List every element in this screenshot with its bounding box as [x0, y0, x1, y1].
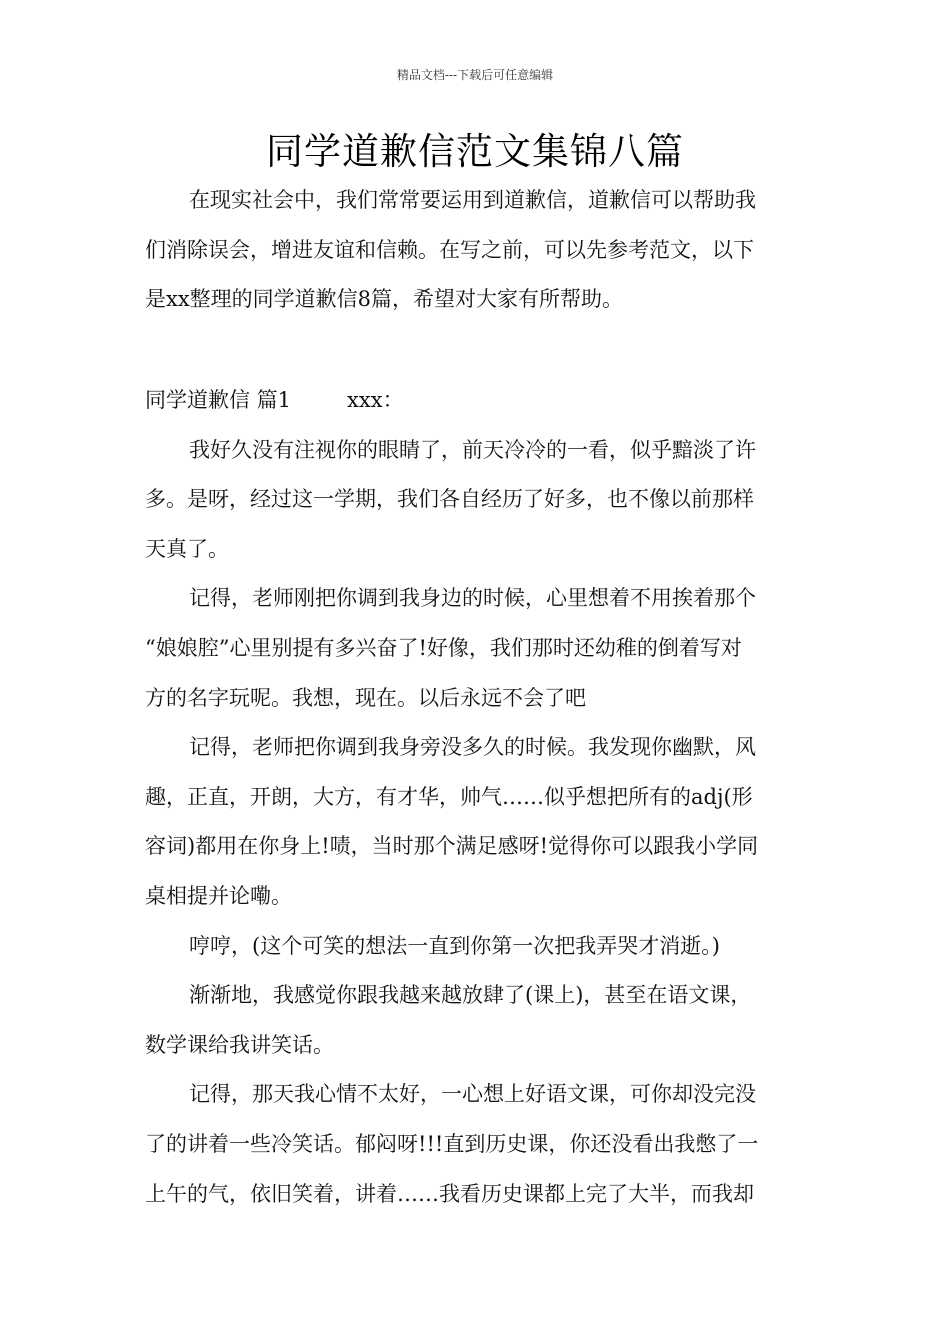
text-line: 多。是呀，经过这一学期，我们各自经历了好多，也不像以前那样: [145, 487, 754, 512]
text-line: 数学课给我讲笑话。: [145, 1032, 334, 1057]
text-line: 记得，老师把你调到我身旁没多久的时候。我发现你幽默，风: [189, 735, 756, 760]
text-line: 上午的气，依旧笑着，讲着……我看历史课都上完了大半，而我却: [145, 1181, 754, 1206]
text-line: 天真了。: [145, 536, 229, 561]
document-title: 同学道歉信范文集锦八篇: [266, 130, 684, 173]
text-line: 是xx整理的同学道歉信8篇，希望对大家有所帮助。: [145, 287, 624, 312]
text-line: 渐渐地，我感觉你跟我越来越放肆了(课上)，甚至在语文课，: [189, 983, 752, 1008]
text-line: “娘娘腔”心里别提有多兴奋了!好像，我们那时还幼稚的倒着写对: [145, 635, 742, 660]
text-line: 桌相提并论嘞。: [145, 883, 292, 908]
text-line: 容词)都用在你身上!啧，当时那个满足感呀!觉得你可以跟我小学同: [145, 834, 759, 859]
text-line: 了的讲着一些冷笑话。郁闷呀!!!直到历史课，你还没看出我憋了一: [145, 1131, 759, 1156]
text-line: 记得，那天我心情不太好，一心想上好语文课，可你却没完没: [189, 1082, 756, 1107]
page-header-note: 精品文档---下载后可任意编辑: [396, 68, 554, 82]
text-line: 哼哼，(这个可笑的想法一直到你第一次把我弄哭才消逝。): [189, 933, 720, 958]
text-line: 趣，正直，开朗，大方，有才华，帅气……似乎想把所有的adj(形: [145, 784, 753, 809]
letter-body: [145, 376, 815, 1219]
text-line: 记得，老师刚把你调到我身边的时候，心里想着不用挨着那个: [189, 586, 756, 611]
text-line: 们消除误会，增进友谊和信赖。在写之前，可以先参考范文，以下: [145, 237, 754, 262]
salutation: xxx：: [347, 388, 404, 412]
section-heading: 同学道歉信 篇1: [145, 388, 292, 412]
text-line: 在现实社会中，我们常常要运用到道歉信，道歉信可以帮助我: [189, 188, 756, 212]
text-line: 我好久没有注视你的眼睛了，前天冷冷的一看，似乎黯淡了许: [189, 437, 756, 462]
intro-paragraph: [145, 176, 815, 325]
section-heading-row: [145, 376, 815, 426]
text-line: 方的名字玩呢。我想，现在。以后永远不会了吧: [145, 685, 586, 710]
